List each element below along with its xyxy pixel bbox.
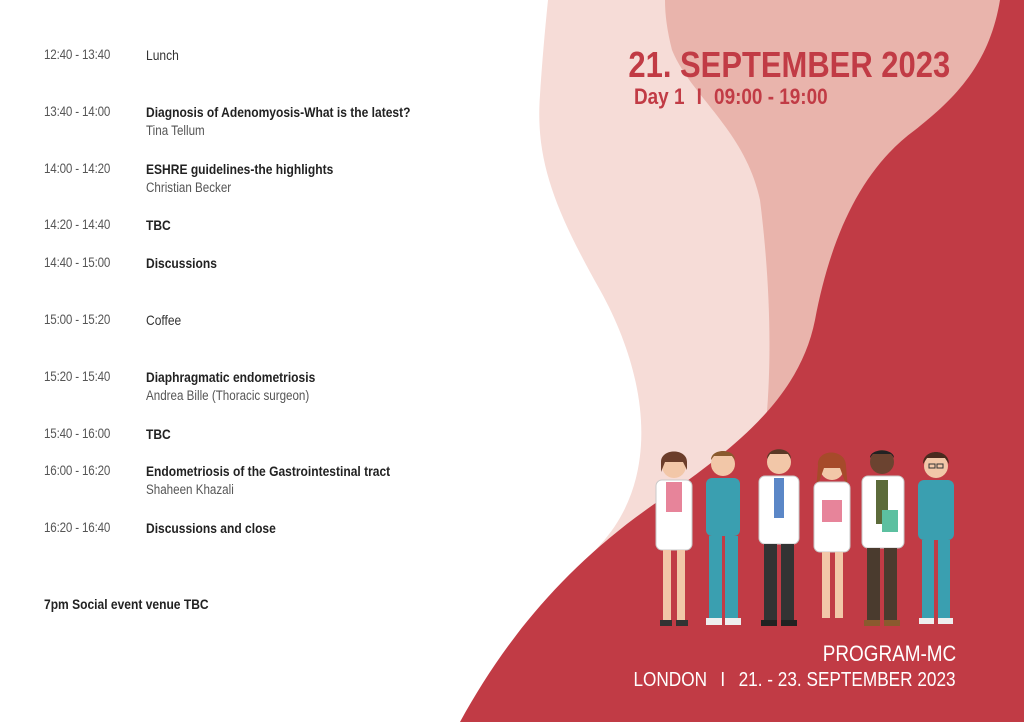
session-title: ESHRE guidelines-the highlights	[146, 161, 334, 177]
session-title: Discussions and close	[146, 520, 276, 536]
time-slot: 14:40 - 15:00	[44, 255, 111, 270]
speaker-name: Shaheen Khazali	[146, 482, 234, 497]
time-slot: 14:00 - 14:20	[44, 161, 111, 176]
session-title: Coffee	[146, 312, 182, 328]
session-title: Lunch	[146, 47, 179, 63]
event-date-heading: 21. SEPTEMBER 2023	[628, 44, 950, 85]
speaker-name: Andrea Bille (Thoracic surgeon)	[146, 388, 310, 403]
doctor-figure	[862, 450, 904, 626]
day-label: Day 1	[634, 84, 685, 109]
location: LONDON	[633, 669, 708, 691]
speaker-name: Tina Tellum	[146, 123, 205, 138]
day-schedule-heading	[634, 84, 828, 110]
nurse-figure	[918, 452, 954, 624]
separator: I	[696, 84, 702, 109]
medical-team-illustration	[646, 440, 976, 632]
location-dates	[634, 669, 956, 692]
session-title: Diaphragmatic endometriosis	[146, 369, 316, 385]
time-slot: 12:40 - 13:40	[44, 47, 111, 62]
time-slot: 15:20 - 15:40	[44, 369, 111, 384]
separator: I	[720, 669, 726, 691]
event-dates: 21. - 23. SEPTEMBER 2023	[738, 669, 956, 691]
session-title: Discussions	[146, 255, 217, 271]
time-slot: 14:20 - 14:40	[44, 217, 111, 232]
doctor-figure	[759, 449, 799, 626]
day-hours: 09:00 - 19:00	[714, 84, 828, 109]
session-title: Diagnosis of Adenomyosis-What is the latest?	[146, 104, 411, 120]
time-slot: 15:00 - 15:20	[44, 312, 111, 327]
session-title: Endometriosis of the Gastrointestinal tract	[146, 463, 391, 479]
time-slot: 13:40 - 14:00	[44, 104, 111, 119]
doctor-figure	[814, 453, 850, 625]
time-slot: 16:00 - 16:20	[44, 463, 111, 478]
time-slot: 15:40 - 16:00	[44, 426, 111, 441]
social-event-note: 7pm Social event venue TBC	[44, 596, 209, 612]
program-label: PROGRAM-MC	[822, 641, 956, 666]
session-title: TBC	[146, 217, 171, 233]
speaker-name: Christian Becker	[146, 180, 232, 195]
time-slot: 16:20 - 16:40	[44, 520, 111, 535]
doctor-figure	[656, 452, 692, 627]
session-title: TBC	[146, 426, 171, 442]
nurse-figure	[706, 451, 741, 625]
